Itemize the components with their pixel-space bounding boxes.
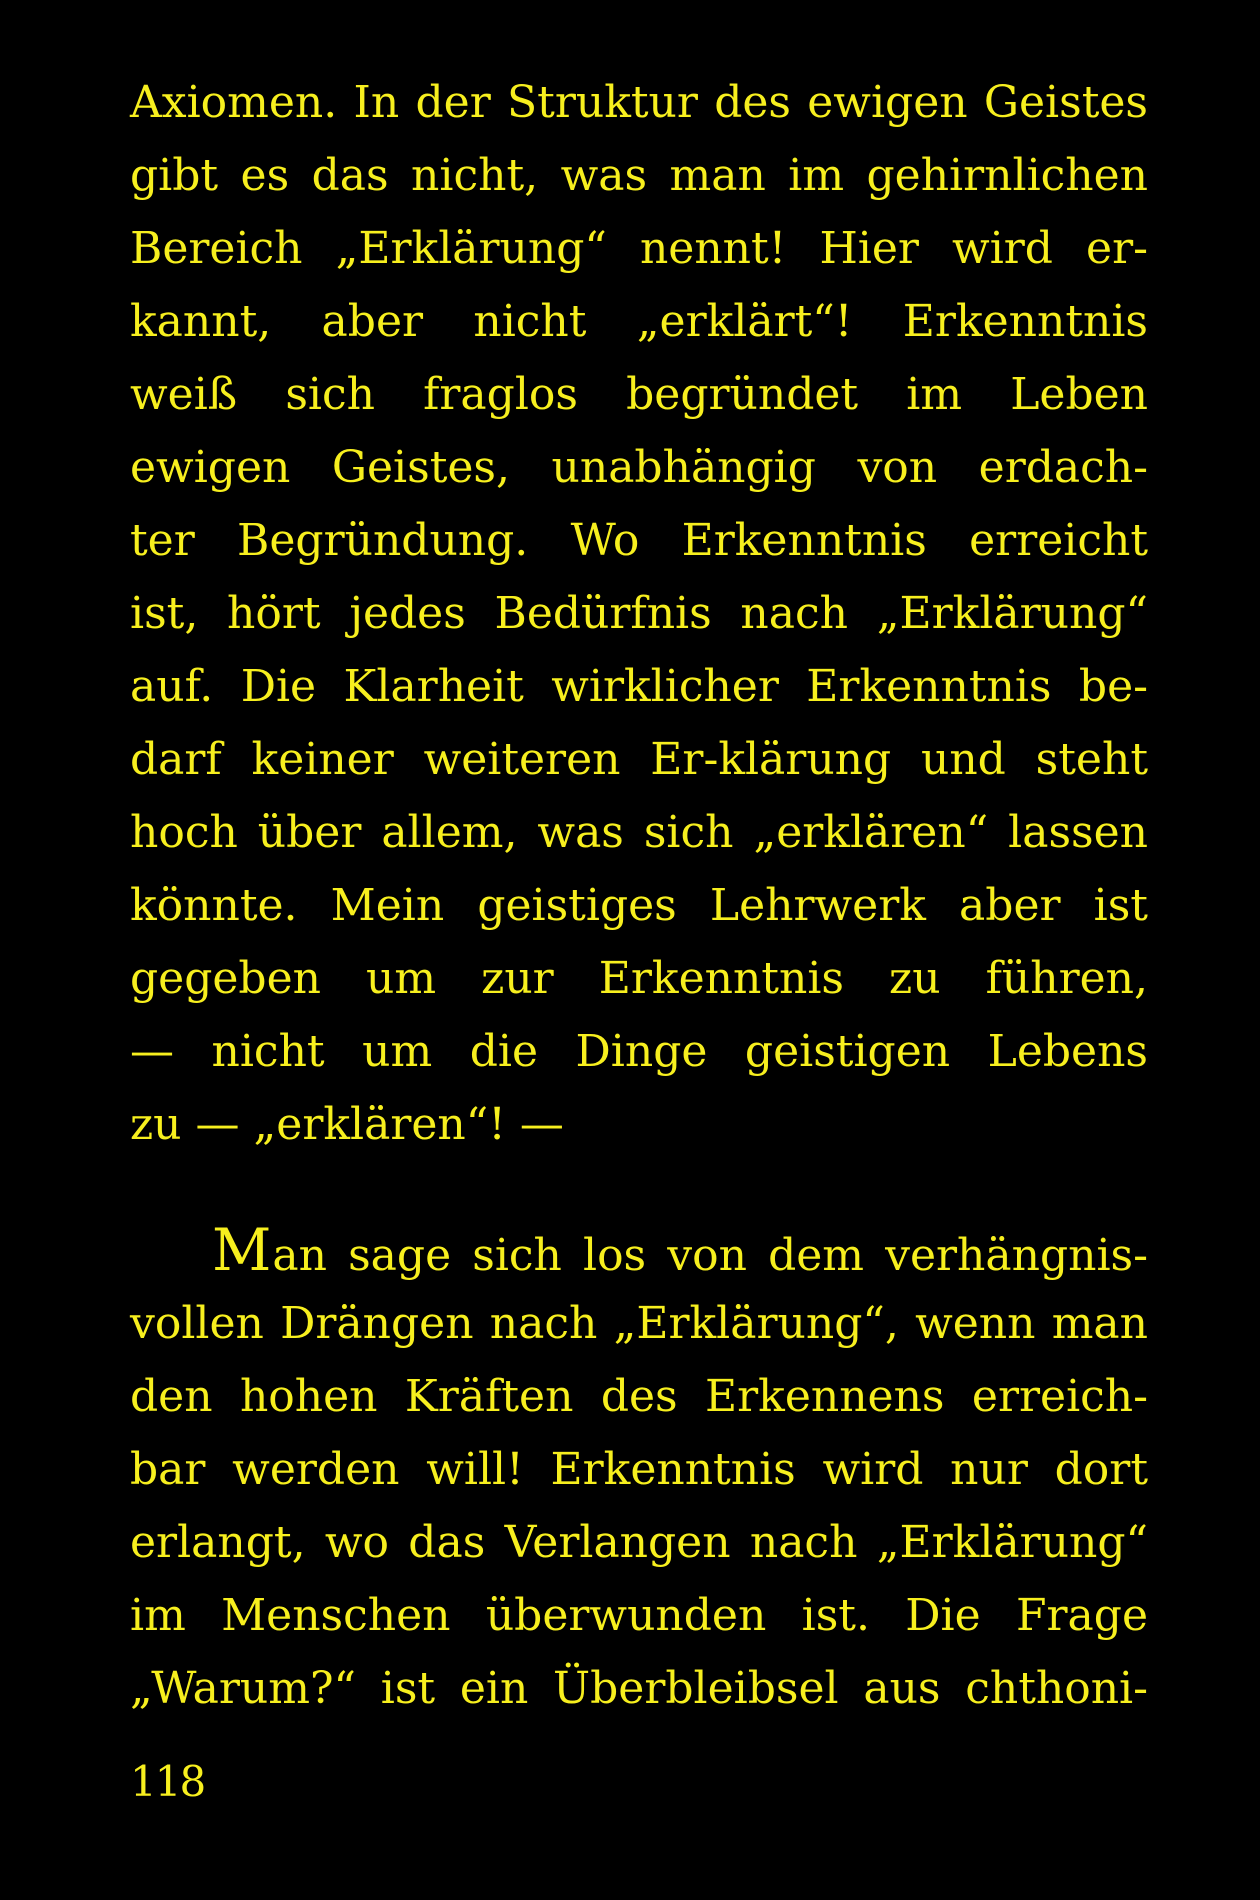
text-line: hoch über allem, was sich „erklären“ lassen [130,807,1148,858]
text-line: auf. Die Klarheit wirklicher Erkenntnis be- [130,661,1148,712]
text-line: darf keiner weiteren Er-klärung und steht [130,734,1148,785]
text-line: im Menschen überwunden ist. Die Frage [130,1590,1148,1641]
text-line: ist, hört jedes Bedürfnis nach „Erklärung“ [130,588,1148,639]
text-line: bar werden will! Erkenntnis wird nur dort [130,1444,1148,1495]
text-line: gibt es das nicht, was man im gehirnlichen [130,150,1148,201]
text-line: könnte. Mein geistiges Lehrwerk aber ist [130,880,1148,931]
text-line: vollen Drängen nach „Erklärung“, wenn man [130,1298,1148,1349]
first-line [130,1214,1148,1287]
text-line: weiß sich fraglos begründet im Leben [130,369,1148,420]
drop-capital: M [212,1216,273,1284]
text-line: — nicht um die Dinge geistigen Lebens [130,1026,1148,1077]
text-line: „Warum?“ ist ein Überbleibsel aus chthoni- [130,1663,1148,1714]
paragraph-2 [130,1214,1148,1725]
text-line: Axiomen. In der Struktur des ewigen Geistes [130,77,1148,128]
text-line: Bereich „Erklärung“ nennt! Hier wird er- [130,223,1148,274]
text-line: ewigen Geistes, unabhängig von erdach- [130,442,1148,493]
text-line: kannt, aber nicht „erklärt“! Erkenntnis [130,296,1148,347]
text-line: erlangt, wo das Verlangen nach „Erklärung“ [130,1517,1148,1568]
text-line: den hohen Kräften des Erkennens erreich- [130,1371,1148,1422]
text-line: zu — „erklären“! — [130,1099,564,1150]
paragraph-1 [130,66,1148,1161]
first-line-text: an sage sich los von dem verhängnis- [272,1230,1148,1281]
page-number: 118 [130,1757,205,1806]
text-line: gegeben um zur Erkenntnis zu führen, [130,953,1148,1004]
text-line: ter Begründung. Wo Erkenntnis erreicht [130,515,1148,566]
